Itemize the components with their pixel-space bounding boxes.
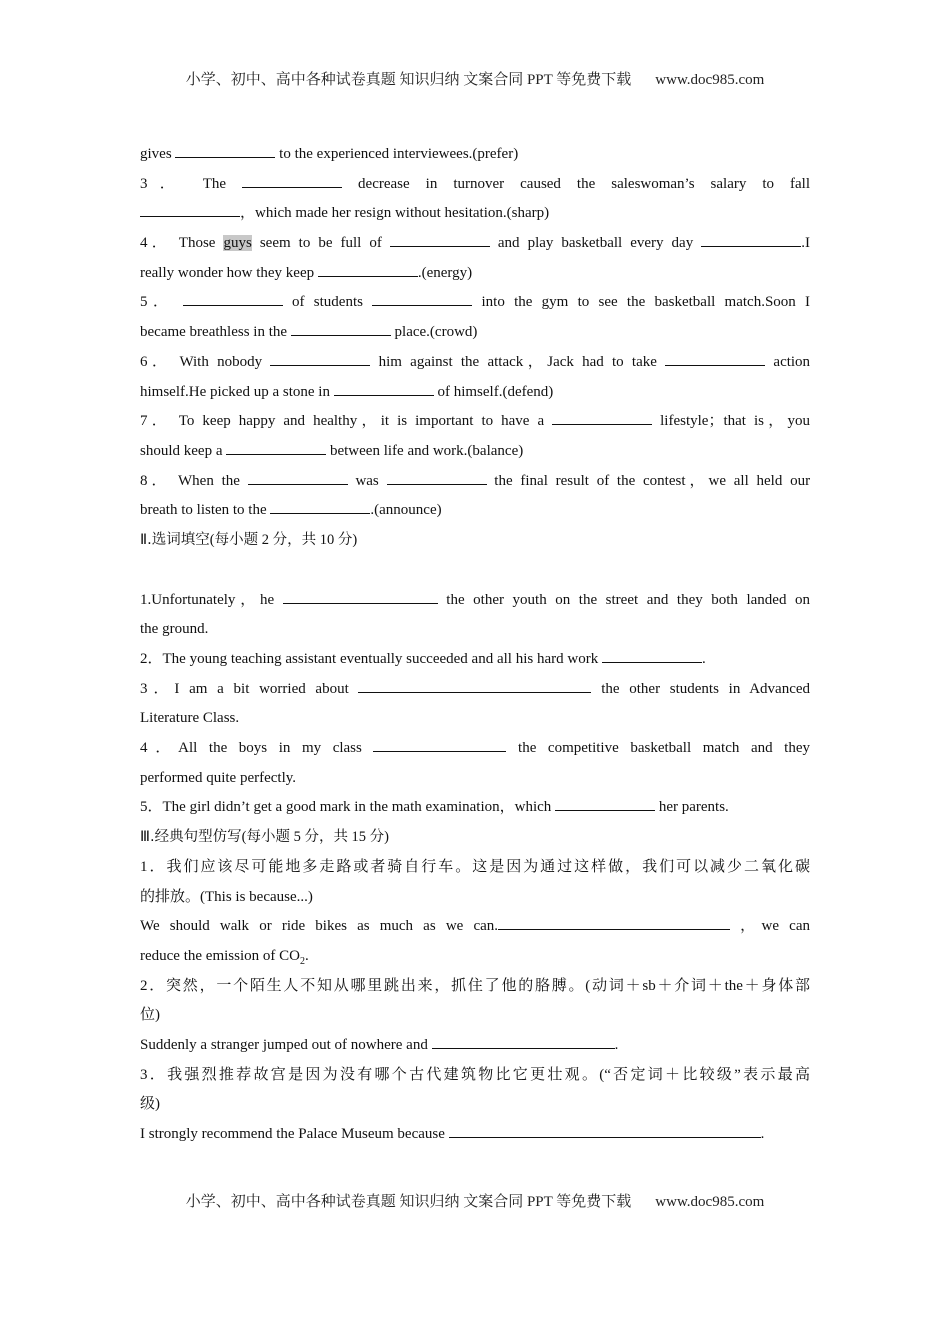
q8 — [140, 467, 810, 497]
section-title: Ⅱ.选词填空 — [140, 531, 210, 548]
text: I strongly recommend the Palace Museum because — [140, 1126, 445, 1142]
text: of himself.(defend) — [437, 383, 554, 400]
question-number: 7． — [140, 413, 172, 430]
p3-q3-prompt — [140, 1061, 810, 1091]
blank — [665, 350, 765, 366]
text: The — [202, 175, 227, 192]
text: the ground. — [140, 621, 209, 638]
blank — [373, 736, 506, 752]
text: of students — [292, 294, 363, 311]
p2-q3 — [140, 675, 810, 705]
text: the other students in Advanced — [601, 680, 811, 697]
text: 1．我们应该尽可能地多走路或者骑自行车。这是因为通过这样做，我们可以减少二氧化碳 — [140, 858, 810, 875]
highlighted-word: guys — [223, 235, 252, 252]
text: decrease in turnover caused the saleswoman’s salary to fall — [358, 175, 811, 192]
blank — [602, 647, 702, 663]
text: was — [355, 472, 379, 489]
text: 3．我强烈推荐故宫是因为没有哪个古代建筑物比它更壮观。(“否定词＋比较级”表示最高 — [140, 1066, 810, 1083]
text: place.(crowd) — [394, 324, 478, 341]
footer-text: 小学、初中、高中各种试卷真题 知识归纳 文案合同 PPT 等免费下载 — [185, 1194, 632, 1210]
text: 的排放。(This is because...) — [140, 888, 313, 905]
text: 4．All the boys in my class — [140, 740, 362, 757]
text: ，which made her resign without hesitation.(sharp) — [240, 205, 550, 222]
blank — [226, 439, 326, 455]
text: 2．突然，一个陌生人不知从哪里跳出来，抓住了他的胳膊。(动词＋sb＋介词＋the＋身体部 — [140, 977, 810, 994]
blank — [552, 409, 652, 425]
blank — [449, 1122, 761, 1138]
text: the competitive basketball match and they — [518, 740, 810, 757]
q3 — [140, 170, 810, 200]
text: . — [304, 947, 309, 964]
blank — [283, 588, 438, 604]
text: her parents. — [658, 799, 729, 816]
text: breath to listen to the — [140, 502, 267, 519]
p3-q3-answer — [140, 1120, 810, 1150]
blank — [291, 320, 391, 336]
text: .(announce) — [370, 502, 442, 519]
text: reduce the emission of CO — [140, 947, 300, 964]
section-title: Ⅲ.经典句型仿写 — [140, 829, 242, 846]
blank — [270, 350, 370, 366]
text: 3．I am a bit worried about — [140, 680, 349, 697]
text: lifestyle；that is，you — [660, 413, 810, 430]
text: performed quite perfectly. — [140, 769, 297, 786]
text: When the — [178, 472, 240, 489]
page-footer — [0, 1190, 950, 1211]
text: 1.Unfortunately，he — [140, 591, 275, 608]
text: Those — [178, 235, 216, 252]
text: 5．The girl didn’t get a good mark in the math examination，which — [140, 799, 552, 816]
blank — [318, 261, 418, 277]
section-score: (每小题 2 分，共 10 分) — [209, 531, 358, 548]
q7 — [140, 407, 810, 437]
text: To keep happy and healthy，it is important to have a — [178, 413, 545, 430]
section-score: (每小题 5 分，共 15 分) — [241, 829, 390, 846]
p3-q1-prompt — [140, 853, 810, 883]
blank — [387, 469, 487, 485]
text: Literature Class. — [140, 710, 240, 727]
subscript: 2 — [299, 955, 305, 967]
footer-site: www.doc985.com — [655, 1194, 765, 1210]
blank — [175, 142, 275, 158]
blank — [432, 1033, 615, 1049]
section-heading — [140, 526, 810, 556]
text: seem to be full of — [259, 235, 382, 252]
p3-q2-prompt — [140, 972, 810, 1002]
text: . — [701, 651, 706, 667]
blank — [270, 498, 370, 514]
text: the final result of the contest，we all held our — [494, 472, 811, 489]
p3-q2-answer — [140, 1031, 810, 1061]
question-number: 6． — [140, 353, 172, 370]
text: 级) — [140, 1096, 160, 1113]
q2-tail — [140, 140, 810, 170]
q6 — [140, 348, 810, 378]
blank — [372, 290, 472, 306]
text: . — [614, 1036, 619, 1053]
p2-q1 — [140, 586, 810, 616]
p2-q4 — [140, 734, 810, 764]
q4 — [140, 229, 810, 259]
p2-q2 — [140, 645, 810, 675]
question-number: 4． — [140, 235, 172, 252]
blank — [248, 469, 348, 485]
text: should keep a — [140, 442, 223, 459]
text: and play basketball every day — [497, 235, 694, 252]
text: . — [760, 1126, 765, 1142]
text: ，we can — [740, 918, 810, 935]
text: .(energy) — [417, 264, 473, 281]
text: to the experienced interviewees.(prefer) — [279, 146, 519, 162]
text: the other youth on the street and they both landed on — [446, 591, 811, 608]
text: action — [773, 353, 811, 370]
question-number: 5． — [140, 294, 174, 311]
text: We should walk or ride bikes as much as we can. — [140, 918, 499, 935]
header-site: www.doc985.com — [655, 72, 765, 88]
blank — [140, 201, 240, 217]
blank — [498, 914, 730, 930]
blank — [242, 172, 342, 188]
p3-q1-answer — [140, 912, 810, 942]
blank — [358, 677, 591, 693]
text: gives — [140, 146, 172, 162]
text: into the gym to see the basketball match.Soon I — [481, 294, 811, 311]
text: With nobody — [179, 353, 263, 370]
p2-q5 — [140, 793, 810, 823]
blank — [334, 380, 434, 396]
text: really wonder how they keep — [140, 264, 315, 281]
text: .I — [801, 235, 810, 252]
document-body — [140, 140, 810, 1150]
text: became breathless in the — [140, 324, 288, 341]
header-text: 小学、初中、高中各种试卷真题 知识归纳 文案合同 PPT 等免费下载 — [185, 72, 632, 88]
page-header — [0, 68, 950, 89]
question-number: 3． — [140, 175, 187, 192]
text: himself.He picked up a stone in — [140, 383, 330, 400]
text: 2．The young teaching assistant eventually succeeded and all his hard work — [140, 651, 599, 667]
section-heading — [140, 823, 810, 853]
text: between life and work.(balance) — [329, 442, 524, 459]
blank — [701, 231, 801, 247]
question-number: 8． — [140, 472, 171, 489]
text: 位) — [140, 1007, 160, 1024]
q5 — [140, 288, 810, 318]
blank — [390, 231, 490, 247]
blank — [555, 795, 655, 811]
text: him against the attack，Jack had to take — [378, 353, 657, 370]
blank — [183, 290, 283, 306]
text: Suddenly a stranger jumped out of nowhere and — [140, 1036, 428, 1053]
